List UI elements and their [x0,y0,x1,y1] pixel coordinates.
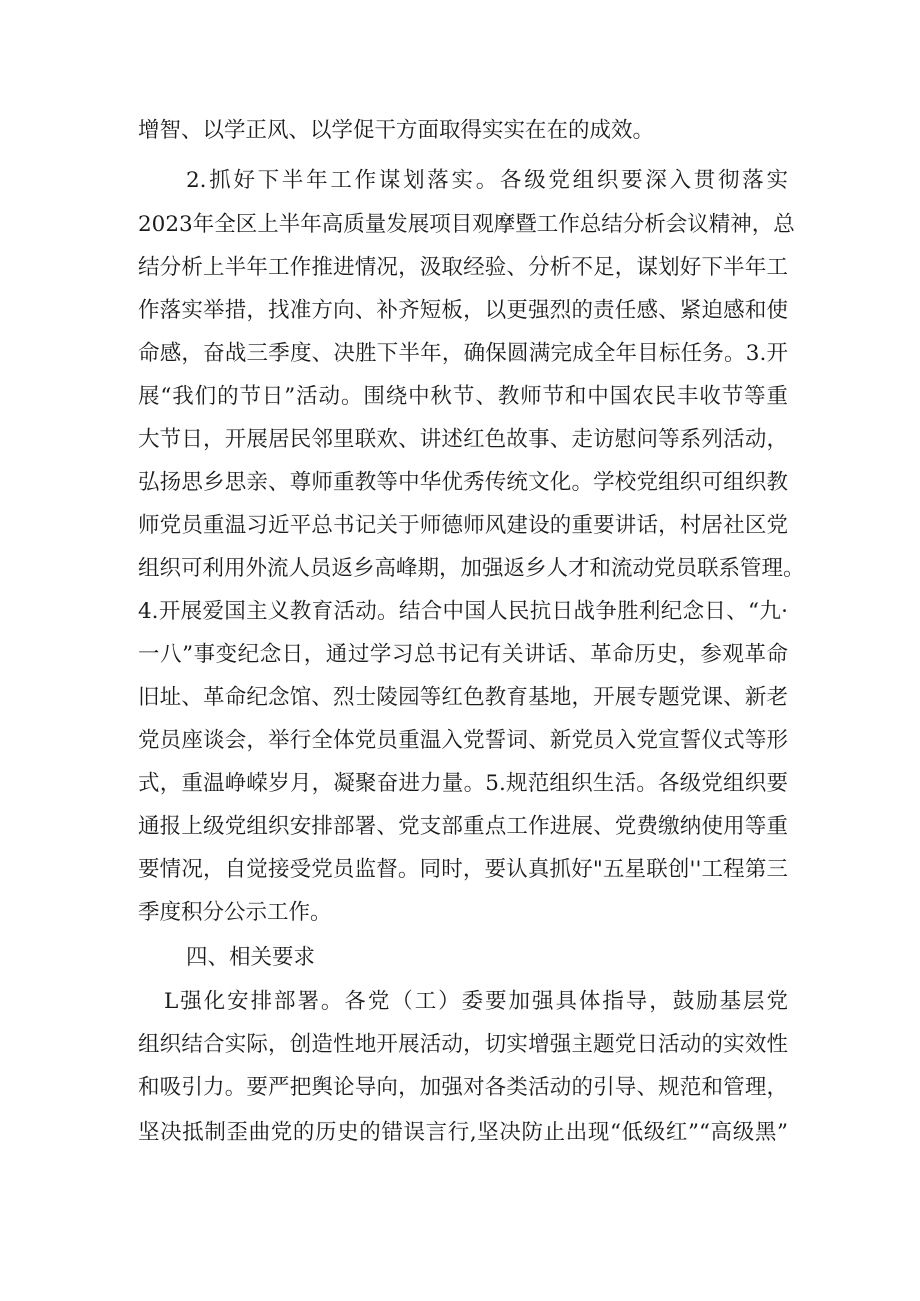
text-line: 2023年全区上半年高质量发展项目观摩暨工作总结分析会议精神，总 [138,212,795,237]
text-line: 坚决抵制歪曲党的历史的错误言行,坚决防止出现“低级红”“高级黑” [138,1120,788,1145]
text-line: 式，重温峥嵘岁月，凝聚奋进力量。5.规范组织生活。各级党组织要 [138,771,788,796]
text-line: 组织可利用外流人员返乡高峰期，加强返乡人才和流动党员联系管理。 [138,556,805,581]
text-line: 作落实举措，找准方向、补齐短板，以更强烈的责任感、紧迫感和使 [138,298,788,323]
text-line: 弘扬思乡思亲、尊师重教等中华优秀传统文化。学校党组织可组织教 [138,470,788,495]
text-line: 组织结合实际，创造性地开展活动，切实增强主题党日活动的实效性 [138,1032,788,1057]
text-line: 展“我们的节日”活动。围绕中秋节、教师节和中国农民丰收节等重 [138,384,788,409]
text-line: 师党员重温习近平总书记关于师德师风建设的重要讲话，村居社区党 [138,513,788,538]
text-line: 命感，奋战三季度、决胜下半年，确保圆满完成全年目标任务。3.开 [138,341,788,366]
text-line: 一八”事变纪念日，通过学习总书记有关讲话、革命历史，参观革命 [138,642,788,667]
text-line: 增智、以学正风、以学促干方面取得实实在在的成效。 [138,118,655,143]
text-line: 要情况，自觉接受党员监督。同时，要认真抓好"五星联创''工程第三 [138,857,788,882]
text-line: 通报上级党组织安排部署、党支部重点工作进展、党费缴纳使用等重 [138,814,788,839]
text-line: 党员座谈会，举行全体党员重温入党誓词、新党员入党宣誓仪式等形 [138,728,788,753]
text-line: L强化安排部署。各党（工）委要加强具体指导，鼓励基层党 [164,989,788,1014]
text-line: 2.抓好下半年工作谋划落实。各级党组织要深入贯彻落实 [186,168,788,193]
text-line: 4.开展爱国主义教育活动。结合中国人民抗日战争胜利纪念日、“九· [138,599,788,624]
text-line: 和吸引力。要严把舆论导向，加强对各类活动的引导、规范和管理， [138,1075,788,1100]
text-line: 结分析上半年工作推进情况，汲取经验、分析不足，谋划好下半年工 [138,255,788,280]
text-line: 旧址、革命纪念馆、烈士陵园等红色教育基地，开展专题党课、新老 [138,685,788,710]
section-heading: 四、相关要求 [186,945,316,970]
text-line: 季度积分公示工作。 [138,900,332,925]
text-line: 大节日，开展居民邻里联欢、讲述红色故事、走访慰问等系列活动， [138,427,788,452]
